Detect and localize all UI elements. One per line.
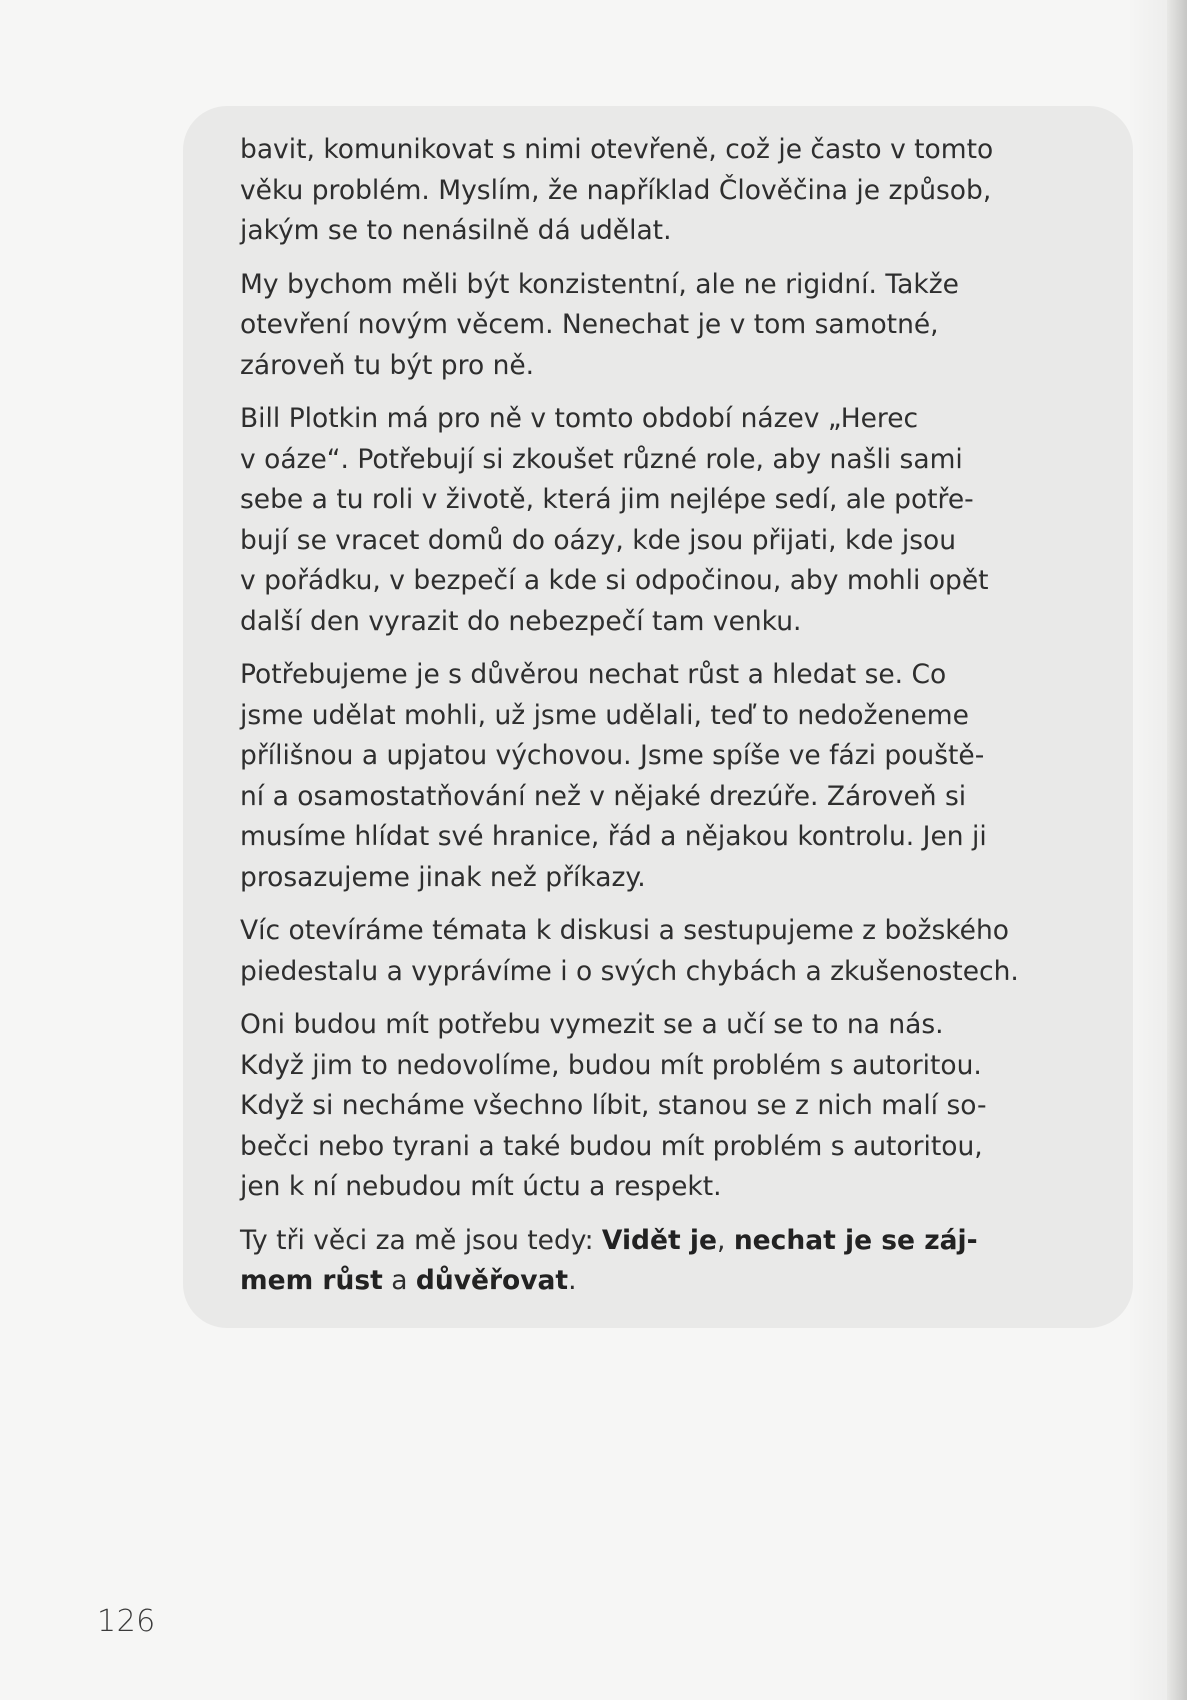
text-line: Bill Plotkin má pro ně v tomto období název „Herec bbox=[240, 403, 919, 434]
closing-paragraph bbox=[240, 1221, 1093, 1302]
text-line bbox=[240, 1261, 1093, 1302]
paragraph bbox=[240, 399, 1093, 642]
closing-text: . bbox=[568, 1265, 577, 1296]
text-line: v oáze“. Potřebují si zkoušet různé role, aby našli sami bbox=[240, 443, 963, 475]
text-box bbox=[183, 106, 1133, 1328]
closing-text: , bbox=[716, 1224, 734, 1256]
closing-text: Ty tři věci za mě jsou tedy: bbox=[240, 1224, 602, 1256]
paragraph bbox=[240, 655, 1093, 898]
closing-text: a bbox=[382, 1265, 416, 1296]
text-line: piedestalu a vyprávíme i o svých chybách a zkušenostech. bbox=[240, 955, 1019, 987]
closing-emphasis: Vidět je bbox=[601, 1224, 717, 1256]
paragraph bbox=[240, 1005, 1093, 1208]
closing-emphasis: mem růst bbox=[240, 1265, 383, 1296]
text-line: Potřebujeme je s důvěrou nechat růst a hledat se. Co bbox=[240, 659, 947, 690]
text-line: další den vyrazit do nebezpečí tam venku. bbox=[240, 605, 802, 637]
paragraph bbox=[240, 911, 1093, 992]
text-line: musíme hlídat své hranice, řád a nějakou kontrolu. Jen ji bbox=[240, 821, 987, 852]
text-line: v pořádku, v bezpečí a kde si odpočinou, aby mohli opět bbox=[240, 565, 989, 596]
text-line: věku problém. Myslím, že například Člověčina je způsob, bbox=[240, 174, 992, 206]
text-line: Když si necháme všechno líbit, stanou se z nich malí so- bbox=[240, 1090, 987, 1121]
page-number: 126 bbox=[97, 1604, 156, 1639]
text-line: bují se vracet domů do oázy, kde jsou přijati, kde jsou bbox=[240, 524, 957, 556]
text-line: jakým se to nenásilně dá udělat. bbox=[240, 215, 672, 246]
text-line: My bychom měli být konzistentní, ale ne rigidní. Takže bbox=[240, 268, 959, 300]
text-line: Oni budou mít potřebu vymezit se a učí se to na nás. bbox=[240, 1009, 944, 1040]
text-line: zároveň tu být pro ně. bbox=[240, 349, 535, 381]
text-line: bavit, komunikovat s nimi otevřeně, což je často v tomto bbox=[240, 134, 994, 165]
text-line: prosazujeme jinak než příkazy. bbox=[240, 861, 646, 893]
text-line: Když jim to nedovolíme, budou mít problém s autoritou. bbox=[240, 1049, 982, 1081]
text-line: Víc otevíráme témata k diskusi a sestupujeme z božského bbox=[240, 915, 1009, 946]
text-line: otevření novým věcem. Nenechat je v tom samotné, bbox=[240, 309, 939, 340]
closing-emphasis: důvěřovat bbox=[415, 1265, 569, 1296]
text-line: ní a osamostatňování než v nějaké drezúře. Zároveň si bbox=[240, 780, 967, 812]
closing-emphasis: nechat je se záj- bbox=[733, 1224, 978, 1256]
page-edge bbox=[1167, 0, 1187, 1700]
page-gutter-shadow bbox=[1127, 0, 1167, 1700]
text-line: bečci nebo tyrani a také budou mít problém s autoritou, bbox=[240, 1130, 983, 1162]
text-line: sebe a tu roli v životě, která jim nejlépe sedí, ale potře- bbox=[240, 484, 974, 515]
text-line: přílišnou a upjatou výchovou. Jsme spíše ve fázi pouště- bbox=[240, 740, 985, 771]
paragraph bbox=[240, 130, 1093, 252]
text-line: jsme udělat mohli, už jsme udělali, teď to nedoženeme bbox=[240, 699, 969, 731]
text-line bbox=[240, 1221, 1093, 1262]
paragraph bbox=[240, 265, 1093, 387]
text-line: jen k ní nebudou mít úctu a respekt. bbox=[240, 1171, 722, 1202]
